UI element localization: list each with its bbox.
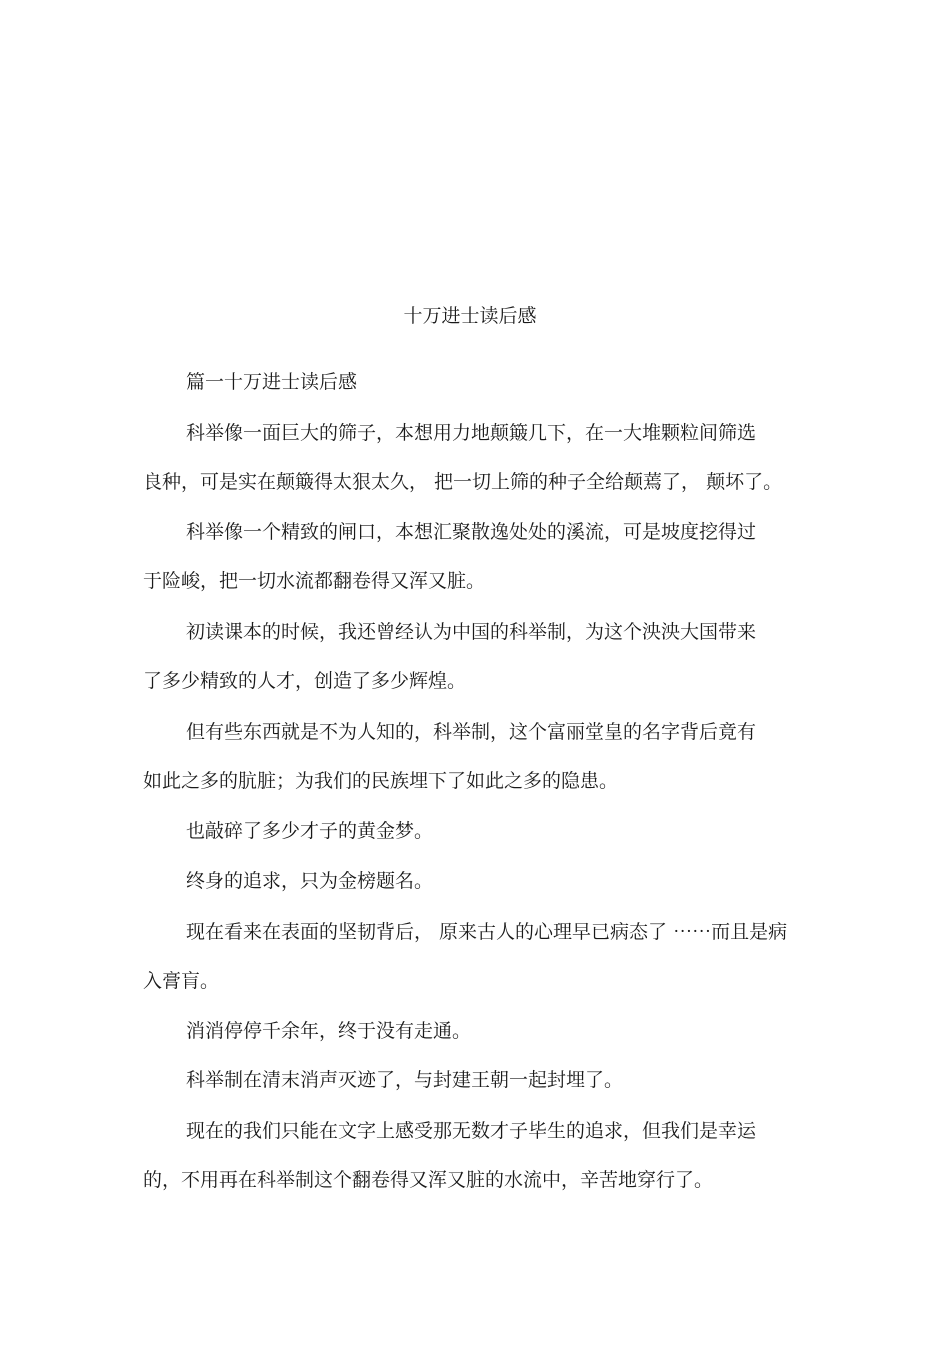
paragraph-line: 科举像一面巨大的筛子，本想用力地颠簸几下，在一大堆颗粒间筛选 (186, 422, 757, 444)
paragraph-line: 也敲碎了多少才子的黄金梦。 (186, 820, 434, 842)
paragraph-line: 如此之多的肮脏；为我们的民族埋下了如此之多的隐患。 (143, 770, 619, 792)
paragraph-line: 入膏肓。 (143, 970, 220, 992)
paragraph-line: 终身的追求，只为金榜题名。 (186, 870, 434, 892)
paragraph-line: 现在看来在表面的坚韧背后， 原来古人的心理早已病态了 ⋯⋯而且是病 (186, 921, 788, 943)
paragraph-line: 消消停停千余年，终于没有走通。 (186, 1020, 472, 1042)
paragraph-line: 了多少精致的人才，创造了多少辉煌。 (143, 670, 467, 692)
paragraph-line: 的，不用再在科举制这个翻卷得又浑又脏的水流中，辛苦地穿行了。 (143, 1169, 714, 1191)
paragraph-line: 初读课本的时候，我还曾经认为中国的科举制，为这个泱泱大国带来 (186, 621, 757, 643)
paragraph-line: 但有些东西就是不为人知的，科举制，这个富丽堂皇的名字背后竟有 (186, 721, 757, 743)
paragraph-line: 科举像一个精致的闸口，本想汇聚散逸处处的溪流，可是坡度挖得过 (186, 521, 757, 543)
document-title: 十万进士读后感 (403, 305, 537, 327)
paragraph-line: 良种，可是实在颠簸得太狠太久， 把一切上筛的种子全给颠蔫了， 颠坏了。 (143, 471, 783, 493)
paragraph-line: 于险峻，把一切水流都翻卷得又浑又脏。 (143, 570, 486, 592)
paragraph-line: 现在的我们只能在文字上感受那无数才子毕生的追求，但我们是幸运 (186, 1120, 757, 1142)
paragraph-line: 科举制在清末消声灭迹了，与封建王朝一起封埋了。 (186, 1069, 624, 1091)
section-heading: 篇一十万进士读后感 (186, 371, 358, 393)
